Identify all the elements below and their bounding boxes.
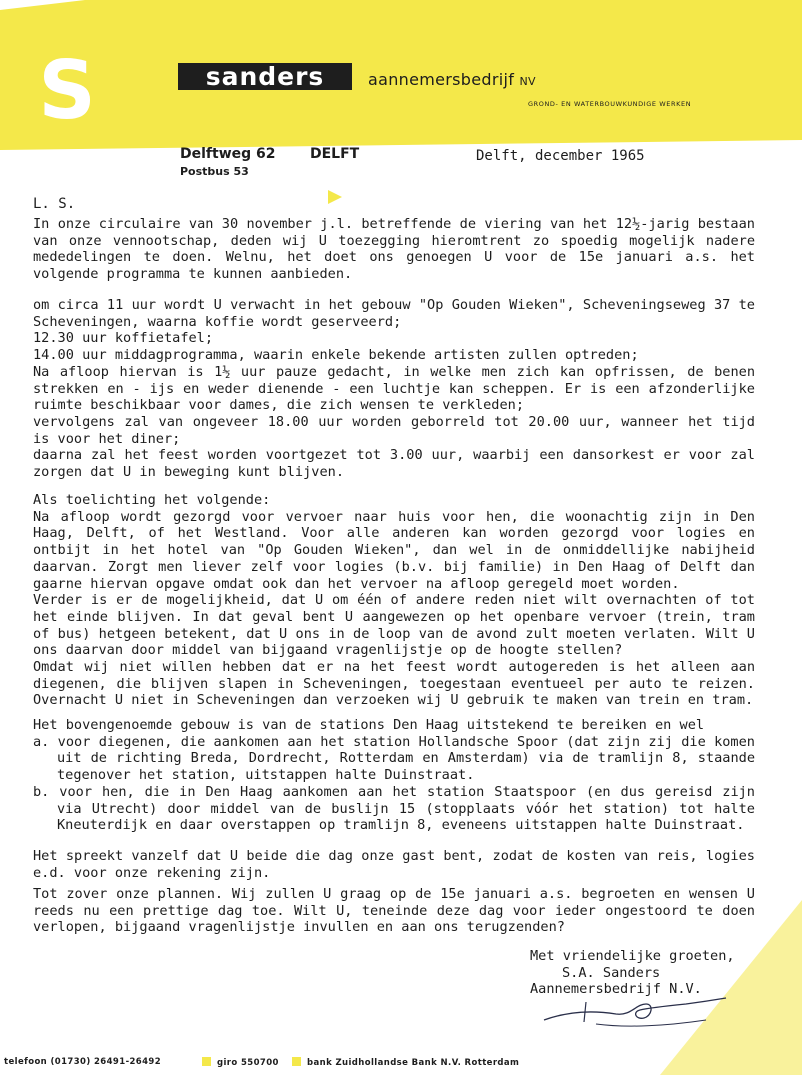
footer-bank	[292, 1057, 519, 1068]
footer-bullet-icon	[292, 1057, 301, 1066]
address-pobox: Postbus 53	[180, 165, 249, 178]
company-type	[368, 70, 536, 89]
paragraph-intro: In onze circulaire van 30 november j.l. betreffende de viering van het 12½-jarig bestaan van onze vennootschap, deden wij U toezegging hieromtrent zo spoedig mogelijk nadere mededelingen te doen. Welnu, het doet ons genoegen U voor de 15e januari a.s. het volgende programma te kunnen aanbieden.	[33, 216, 755, 283]
footer-telephone: telefoon (01730) 26491-26492	[4, 1057, 162, 1067]
paragraph-explanation	[33, 492, 755, 709]
directions-line: Het bovengenoemde gebouw is van de stations Den Haag uitstekend te bereiken en wel	[33, 717, 705, 733]
fold-marker-icon	[328, 190, 342, 204]
programme-line: 14.00 uur middagprogramma, waarin enkele bekende artisten zullen optreden;	[33, 347, 639, 364]
paragraph-programme	[33, 297, 755, 481]
closing-company: Aannemersbedrijf N.V.	[530, 981, 702, 998]
explanation-line: Als toelichting het volgende:	[33, 492, 271, 508]
handwritten-signature	[536, 990, 736, 1032]
footer-bullet-icon	[202, 1057, 211, 1066]
programme-line: daarna zal het feest worden voortgezet tot 3.00 uur, waarbij een dansorkest er voor zal zorgen dat U in beweging kunt blijven.	[33, 447, 755, 481]
explanation-line: Omdat wij niet willen hebben dat er na het feest wordt autogereden is het alleen aan diegenen, die blijven slapen in Scheveningen, toegestaan eventueel per auto te reizen. Overnacht U niet in Scheveningen dan verzoeken wij U gebruik te maken van trein en tram.	[33, 659, 755, 709]
closing-greeting: Met vriendelijke groeten,	[530, 948, 735, 964]
paragraph-directions	[33, 717, 755, 834]
paragraph-closing: Tot zover onze plannen. Wij zullen U graag op de 15e januari a.s. begroeten en wensen U reeds nu een prettige dag toe. Wilt U, teneinde deze dag voor ieder ongestoord te doen verlopen, bijgaand vragenlijstje invullen en aan ons terugzenden?	[33, 886, 755, 936]
closing-name: S.A. Sanders	[562, 964, 661, 981]
programme-line: vervolgens zal van ongeveer 18.00 uur worden geborreld tot 20.00 uur, wanneer het tijd is voor het diner;	[33, 413, 755, 447]
programme-line: Na afloop hiervan is 1½ uur pauze gedacht, in welke men zich kan opfrissen, de benen strekken en - ijs en weder dienende - een luchtje kan scheppen. Er is een afzonderlijke ruimte beschikbaar voor dames, die zich wensen te verkleden;	[33, 363, 755, 414]
paragraph-costs: Het spreekt vanzelf dat U beide die dag onze gast bent, zodat de kosten van reis, logies e.d. voor onze rekening zijn.	[33, 848, 755, 881]
directions-item: a. voor diegenen, die aankomen aan het station Hollandsche Spoor (dat zijn zij die komen uit de richting Breda, Dordrecht, Rotterdam en Amsterdam) via de tramlijn 8, staande tegenover het station, uitstappen halte Duinstraat.	[33, 733, 755, 784]
company-specialty: GROND- EN WATERBOUWKUNDIGE WERKEN	[528, 100, 692, 108]
salutation: L. S.	[33, 196, 76, 212]
explanation-line: Na afloop wordt gezorgd voor vervoer naar huis voor hen, die woonachtig zijn in Den Haag, Delft, of het Westland. Voor alle anderen kan worden gezorgd voor logies en ontbijt in het hotel van "Op Gouden Wieken", dan wel in de onmiddellijke nabijheid daarvan. Zorgt men liever zelf voor logies (b.v. bij familie) in Den Haag of Delft dan gaarne hiervan opgave omdat ook dan het vervoer na afloop geregeld moet worden.	[33, 508, 755, 592]
explanation-line: Verder is er de mogelijkheid, dat U om één of andere reden niet wilt overnachten of tot het einde blijven. In dat geval bent U aangewezen op het openbare vervoer (trein, tram of bus) hetgeen betekent, dat U ons in de loop van de avond zult moeten verlaten. Wilt U ons daarvan door middel van bijgaand vragenlijstje op de hoogte stellen?	[33, 592, 755, 659]
company-logo	[178, 63, 352, 90]
programme-line: 12.30 uur koffietafel;	[33, 330, 214, 347]
address-city: DELFT	[310, 146, 360, 162]
programme-line: om circa 11 uur wordt U verwacht in het gebouw "Op Gouden Wieken", Scheveningseweg 37 te Scheveningen, waarna koffie wordt geserveerd;	[33, 297, 755, 330]
footer-bank-text: bank Zuidhollandse Bank N.V. Rotterdam	[307, 1058, 520, 1068]
logo-name: sanders	[205, 62, 325, 91]
footer-giro	[202, 1057, 279, 1068]
company-suffix: NV	[519, 75, 536, 88]
letter-footer	[0, 1055, 802, 1071]
company-type-label: aannemersbedrijf	[368, 70, 515, 89]
logo-letter: S	[38, 44, 96, 137]
letter-date: Delft, december 1965	[476, 148, 645, 164]
address-street: Delftweg 62	[180, 146, 276, 162]
footer-giro-text: giro 550700	[217, 1058, 279, 1068]
directions-item: b. voor hen, die in Den Haag aankomen aan het station Staatspoor (en dus gereisd zijn via Utrecht) door middel van de buslijn 15 (stopplaats vóór het station) tot halte Kneuterdijk en daar overstappen op tramlijn 8, eveneens uitstappen halte Duinstraat.	[33, 783, 755, 834]
